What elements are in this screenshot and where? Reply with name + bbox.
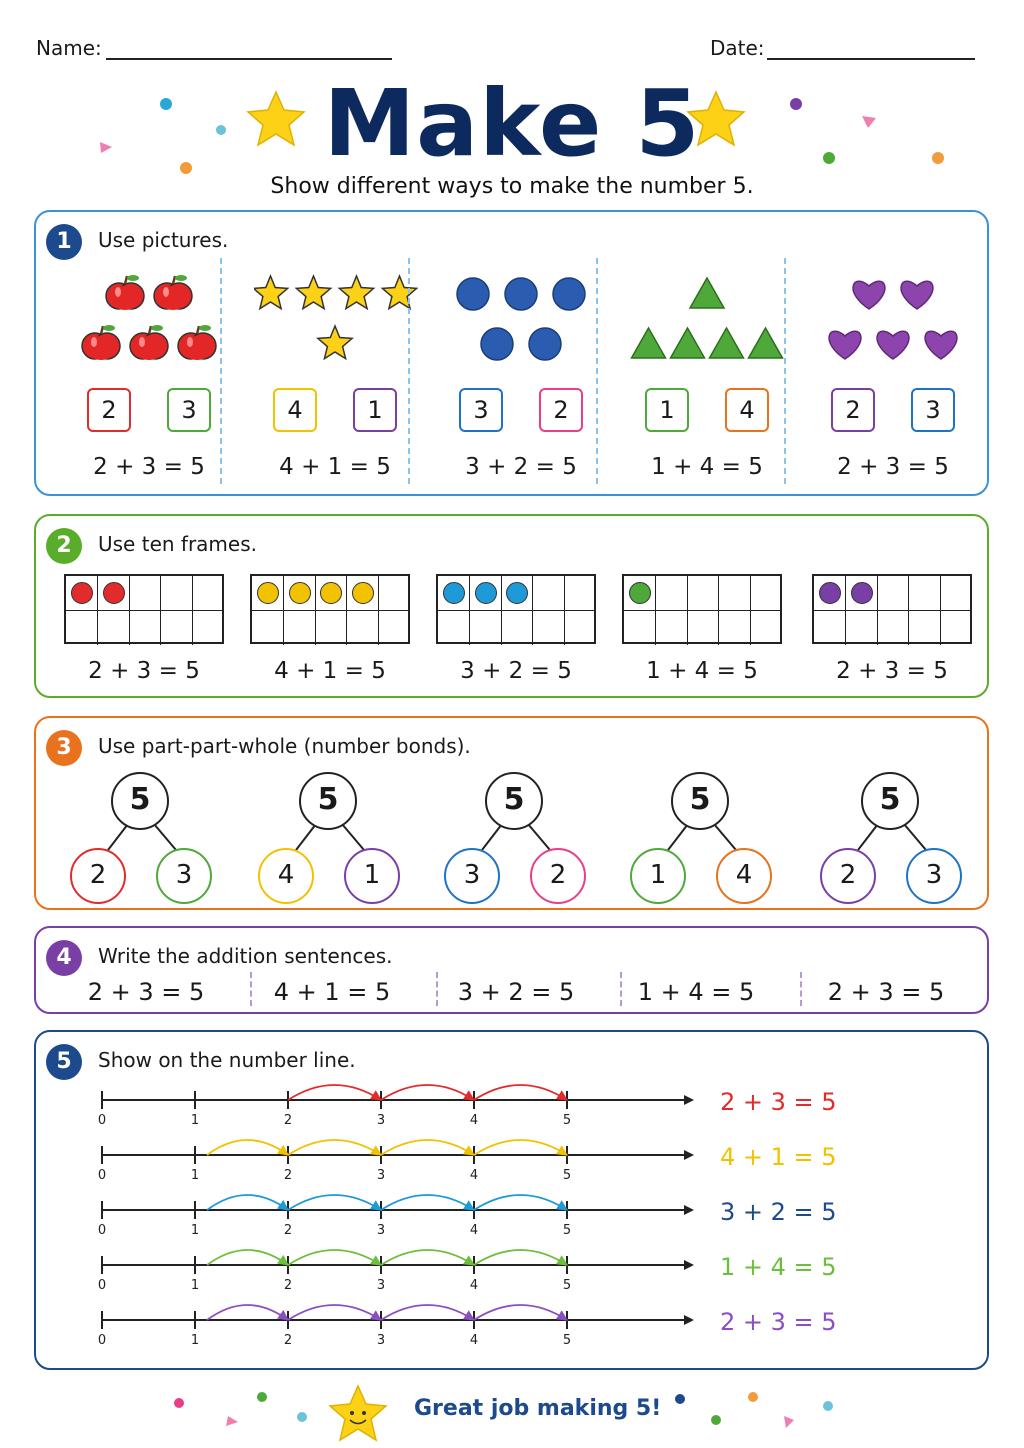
column-divider [220, 258, 222, 484]
ten-frame-cell [687, 576, 719, 611]
part-circle: 4 [258, 848, 314, 904]
tick-label: 2 [283, 1168, 293, 1183]
ten-frame [64, 574, 224, 644]
number-line [98, 1140, 837, 1183]
jump-arc [381, 1140, 474, 1155]
ten-frame-cell [315, 610, 347, 645]
ten-frame [436, 574, 596, 644]
heart-icon [925, 331, 957, 359]
column-divider [784, 258, 786, 484]
counter-dot [289, 582, 311, 604]
counter-dot [352, 582, 374, 604]
counter-dot [819, 582, 841, 604]
number-line-equation: 3 + 2 = 5 [720, 1198, 837, 1226]
addition-sentence: 2 + 3 = 5 [87, 978, 205, 1006]
picture-group [812, 212, 998, 494]
ten-frame-cell [656, 576, 688, 611]
star-icon [382, 276, 416, 309]
picture-group [68, 212, 254, 494]
whole-circle: 5 [299, 772, 357, 830]
section-number: 3 [46, 730, 82, 766]
equation: 2 + 3 = 5 [836, 658, 948, 684]
jump-arc [207, 1195, 288, 1210]
section-addition-sentences [34, 926, 989, 1014]
tick-label: 1 [190, 1333, 200, 1348]
ten-frame-cell [750, 610, 782, 645]
jump-arc [474, 1085, 567, 1100]
section-label: Use pictures. [98, 228, 229, 252]
number-bond [254, 766, 414, 906]
ten-frame-cell [909, 576, 941, 611]
addend-box: 1 [353, 388, 397, 432]
tick-label: 2 [283, 1113, 293, 1128]
page-title: Make 5 [323, 70, 701, 177]
ten-frame-cell [750, 576, 782, 611]
column-divider [596, 258, 598, 484]
star-icon [296, 276, 330, 309]
ten-frame-cell [438, 610, 470, 645]
footer-message: Great job making 5! [414, 1396, 662, 1421]
circle-icon [481, 328, 513, 360]
section-ten-frames [34, 514, 989, 698]
jump-arc [474, 1195, 567, 1210]
part-circle: 3 [906, 848, 962, 904]
column-divider [800, 972, 802, 1006]
counter-dot [851, 582, 873, 604]
ten-frame-cell [877, 610, 909, 645]
ten-frame-cell [909, 610, 941, 645]
ten-frame-cell [846, 610, 878, 645]
tick-label: 5 [562, 1278, 572, 1293]
equation: 1 + 4 = 5 [646, 658, 758, 684]
counter-dot [103, 582, 125, 604]
jump-arc [474, 1250, 567, 1265]
tick-label: 5 [562, 1223, 572, 1238]
jump-arc [381, 1250, 474, 1265]
ten-frame-cell [378, 576, 410, 611]
number-line-equation: 4 + 1 = 5 [720, 1143, 837, 1171]
number-line [98, 1305, 837, 1348]
equation: 2 + 3 = 5 [837, 454, 949, 480]
number-line [98, 1195, 837, 1238]
section-number-line [34, 1030, 989, 1370]
section-number: 1 [46, 224, 82, 260]
apple-icon [130, 325, 168, 360]
page-subtitle: Show different ways to make the number 5. [270, 174, 754, 199]
tick-label: 3 [376, 1333, 386, 1348]
section-number-bonds [34, 716, 989, 910]
number-bond [626, 766, 786, 906]
tick-label: 0 [97, 1223, 107, 1238]
star-icon [254, 276, 288, 309]
picture-group [440, 212, 626, 494]
apple-icon [154, 275, 192, 310]
apple-icon [178, 325, 216, 360]
tick-label: 0 [97, 1278, 107, 1293]
jump-arc [381, 1195, 474, 1210]
name-label: Name: [36, 36, 102, 60]
counter-dot [629, 582, 651, 604]
addition-sentence: 2 + 3 = 5 [827, 978, 945, 1006]
number-line-equation: 1 + 4 = 5 [720, 1253, 837, 1281]
tick-label: 1 [190, 1113, 200, 1128]
triangle-icon [671, 328, 705, 358]
ten-frame [250, 574, 410, 644]
tick-label: 0 [97, 1333, 107, 1348]
jump-arc [381, 1085, 474, 1100]
part-circle: 1 [344, 848, 400, 904]
number-line-chart [34, 1030, 989, 1370]
addend-box: 2 [831, 388, 875, 432]
star-icon [318, 326, 352, 359]
ten-frame-cell [66, 610, 98, 645]
ten-frame-cell [192, 610, 224, 645]
section-label: Write the addition sentences. [98, 944, 393, 968]
ten-frame-cell [656, 610, 688, 645]
star-icon-group [254, 264, 440, 384]
heart-icon-group [812, 264, 998, 384]
tick-label: 2 [283, 1333, 293, 1348]
jump-arc [474, 1140, 567, 1155]
addend-box: 3 [911, 388, 955, 432]
date-label: Date: [710, 36, 765, 60]
addition-sentence: 1 + 4 = 5 [637, 978, 755, 1006]
addend-box: 2 [539, 388, 583, 432]
ten-frame-cell [624, 610, 656, 645]
addend-box: 3 [167, 388, 211, 432]
equation: 2 + 3 = 5 [93, 454, 205, 480]
number-bond [66, 766, 226, 906]
equation: 3 + 2 = 5 [460, 658, 572, 684]
tick-label: 4 [469, 1168, 479, 1183]
part-circle: 3 [444, 848, 500, 904]
number-bond [816, 766, 976, 906]
section-number: 4 [46, 940, 82, 976]
ten-frame-cell [533, 576, 565, 611]
whole-circle: 5 [485, 772, 543, 830]
jump-arc [288, 1305, 381, 1320]
tick-label: 4 [469, 1113, 479, 1128]
ten-frame-cell [687, 610, 719, 645]
ten-frame-cell [940, 610, 972, 645]
tick-label: 4 [469, 1278, 479, 1293]
part-circle: 2 [820, 848, 876, 904]
tick-label: 3 [376, 1113, 386, 1128]
equation: 4 + 1 = 5 [274, 658, 386, 684]
ten-frame-cell [161, 576, 193, 611]
number-line-equation: 2 + 3 = 5 [720, 1308, 837, 1336]
ten-frame-cell [814, 610, 846, 645]
circle-icon [529, 328, 561, 360]
jump-arc [207, 1305, 288, 1320]
section-label: Use part-part-whole (number bonds). [98, 734, 471, 758]
column-divider [408, 258, 410, 484]
equation: 1 + 4 = 5 [651, 454, 763, 480]
ten-frame-cell [564, 576, 596, 611]
section-pictures [34, 210, 989, 496]
tick-label: 5 [562, 1168, 572, 1183]
addend-box: 1 [645, 388, 689, 432]
equation: 3 + 2 = 5 [465, 454, 577, 480]
apple-icon-group [68, 264, 254, 384]
circle-icon [553, 278, 585, 310]
addend-box: 4 [273, 388, 317, 432]
part-circle: 2 [70, 848, 126, 904]
heart-icon [877, 331, 909, 359]
counter-dot [475, 582, 497, 604]
section-label: Use ten frames. [98, 532, 257, 556]
apple-icon [106, 275, 144, 310]
tick-label: 1 [190, 1223, 200, 1238]
jump-arc [288, 1085, 381, 1100]
ten-frame-cell [129, 610, 161, 645]
ten-frame-cell [533, 610, 565, 645]
equation: 4 + 1 = 5 [279, 454, 391, 480]
circle-icon [457, 278, 489, 310]
tick-label: 3 [376, 1278, 386, 1293]
part-circle: 3 [156, 848, 212, 904]
ten-frame-cell [129, 576, 161, 611]
ten-frame-cell [877, 576, 909, 611]
jump-arc [381, 1305, 474, 1320]
tick-label: 0 [97, 1113, 107, 1128]
addend-box: 2 [87, 388, 131, 432]
jump-arc [207, 1250, 288, 1265]
heart-icon [901, 281, 933, 309]
counter-dot [506, 582, 528, 604]
tick-label: 1 [190, 1168, 200, 1183]
circle-icon [505, 278, 537, 310]
star-icon [339, 276, 373, 309]
triangle-icon [632, 328, 666, 358]
jump-arc [288, 1195, 381, 1210]
addend-box: 4 [725, 388, 769, 432]
counter-dot [257, 582, 279, 604]
tick-label: 3 [376, 1168, 386, 1183]
triangle-icon [749, 328, 783, 358]
tick-label: 2 [283, 1223, 293, 1238]
counter-dot [443, 582, 465, 604]
tick-label: 5 [562, 1113, 572, 1128]
ten-frame-cell [284, 610, 316, 645]
ten-frame-cell [470, 610, 502, 645]
part-circle: 1 [630, 848, 686, 904]
jump-arc [474, 1305, 567, 1320]
whole-circle: 5 [111, 772, 169, 830]
smiling-star-icon [330, 1386, 386, 1440]
ten-frame-cell [719, 610, 751, 645]
tick-label: 5 [562, 1333, 572, 1348]
section-number: 2 [46, 528, 82, 564]
number-line-equation: 2 + 3 = 5 [720, 1088, 837, 1116]
triangle-icon [710, 328, 744, 358]
picture-group [254, 212, 440, 494]
tick-label: 4 [469, 1223, 479, 1238]
jump-arc [207, 1140, 288, 1155]
apple-icon [82, 325, 120, 360]
addition-sentence: 4 + 1 = 5 [273, 978, 391, 1006]
number-line [98, 1085, 837, 1128]
section-label: Show on the number line. [98, 1048, 356, 1072]
ten-frame-cell [564, 610, 596, 645]
addition-sentence: 3 + 2 = 5 [457, 978, 575, 1006]
part-circle: 2 [530, 848, 586, 904]
tick-label: 0 [97, 1168, 107, 1183]
heart-icon [829, 331, 861, 359]
equation: 2 + 3 = 5 [88, 658, 200, 684]
jump-arc [288, 1140, 381, 1155]
whole-circle: 5 [671, 772, 729, 830]
whole-circle: 5 [861, 772, 919, 830]
ten-frame-cell [161, 610, 193, 645]
counter-dot [320, 582, 342, 604]
tick-label: 3 [376, 1223, 386, 1238]
number-bond [440, 766, 600, 906]
ten-frame-cell [719, 576, 751, 611]
ten-frame [622, 574, 782, 644]
number-line [98, 1250, 837, 1293]
tick-label: 1 [190, 1278, 200, 1293]
part-circle: 4 [716, 848, 772, 904]
heart-icon [853, 281, 885, 309]
jump-arc [288, 1250, 381, 1265]
tick-label: 4 [469, 1333, 479, 1348]
ten-frame-cell [501, 610, 533, 645]
counter-dot [71, 582, 93, 604]
section-number: 5 [46, 1044, 82, 1080]
ten-frame-cell [940, 576, 972, 611]
ten-frame-cell [378, 610, 410, 645]
ten-frame [812, 574, 972, 644]
ten-frame-cell [252, 610, 284, 645]
triangle-icon [690, 278, 724, 308]
ten-frame-cell [347, 610, 379, 645]
circle-icon-group [440, 264, 626, 384]
ten-frame-cell [98, 610, 130, 645]
tick-label: 2 [283, 1278, 293, 1293]
addend-box: 3 [459, 388, 503, 432]
ten-frame-cell [192, 576, 224, 611]
